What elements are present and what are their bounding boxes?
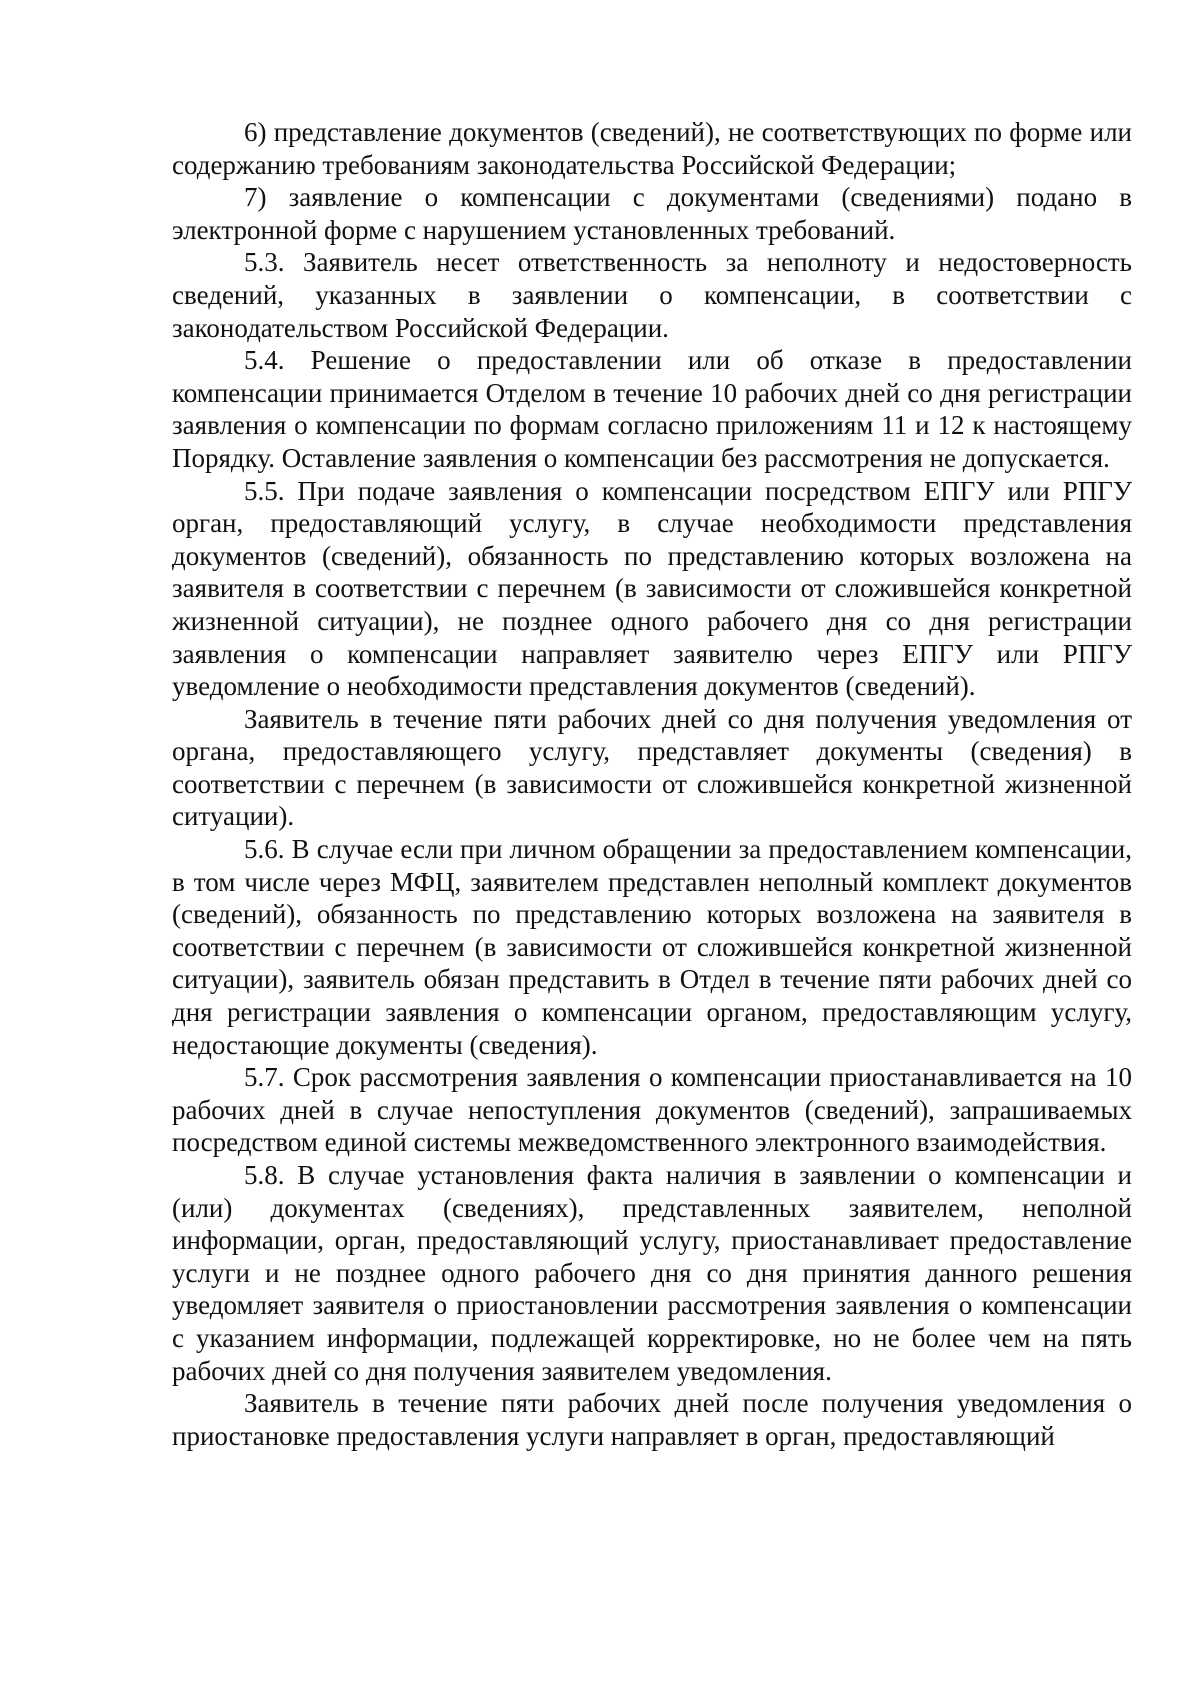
paragraph-5-8-continued: Заявитель в течение пяти рабочих дней после получения уведомления о приостановке предоставления услуги направляет в орган, предоставляющий [172,1388,1132,1451]
paragraph-5-7: 5.7. Срок рассмотрения заявления о компенсации приостанавливается на 10 рабочих дней в случае непоступления документов (сведений), запрашиваемых посредством единой системы межведомственного электронного взаимодействия. [172,1062,1132,1158]
paragraph-5-5-continued: Заявитель в течение пяти рабочих дней со дня получения уведомления от органа, предоставляющего услугу, представляет документы (сведения) в соответствии с перечнем (в зависимости от сложившейся конкретной жизненной ситуации). [172,703,1132,832]
paragraph-5-6: 5.6. В случае если при личном обращении за предоставлением компенсации, в том числе через МФЦ, заявителем представлен неполный комплект документов (сведений), обязанность по представлению которых возложена на заявителя в соответствии с перечнем (в зависимости от сложившейся конкретной жизненной ситуации), заявитель обязан представить в Отдел в течение пяти рабочих дней со дня регистрации заявления о компенсации органом, предоставляющим услугу, недостающие документы (сведения). [172,834,1132,1060]
paragraph-5-5: 5.5. При подаче заявления о компенсации посредством ЕПГУ или РПГУ орган, предоставляющий услугу, в случае необходимости представления документов (сведений), обязанность по представлению которых возложена на заявителя в соответствии с перечнем (в зависимости от сложившейся конкретной жизненной ситуации), не позднее одного рабочего дня со дня регистрации заявления о компенсации направляет заявителю через ЕПГУ или РПГУ уведомление о необходимости представления документов (сведений). [172,475,1132,702]
paragraph-5-8: 5.8. В случае установления факта наличия в заявлении о компенсации и (или) документах (сведениях), представленных заявителем, неполной информации, орган, предоставляющий услугу, приостанавливает предоставление услуги и не позднее одного рабочего дня со дня принятия данного решения уведомляет заявителя о приостановлении рассмотрения заявления о компенсации с указанием информации, подлежащей корректировке, но не более чем на пять рабочих дней со дня получения заявителем уведомления. [172,1160,1132,1386]
paragraph-item-6: 6) представление документов (сведений), не соответствующих по форме или содержанию требованиям законодательства Российской Федерации; [172,117,1132,180]
document-body [172,116,1132,1452]
paragraph-5-4: 5.4. Решение о предоставлении или об отказе в предоставлении компенсации принимается Отделом в течение 10 рабочих дней со дня регистрации заявления о компенсации по формам согласно приложениям 11 и 12 к настоящему Порядку. Оставление заявления о компенсации без рассмотрения не допускается. [172,345,1132,473]
paragraph-5-3: 5.3. Заявитель несет ответственность за неполноту и недостоверность сведений, указанных в заявлении о компенсации, в соответствии с законодательством Российской Федерации. [172,247,1132,343]
paragraph-item-7: 7) заявление о компенсации с документами (сведениями) подано в электронной форме с нарушением установленных требований. [172,182,1132,245]
